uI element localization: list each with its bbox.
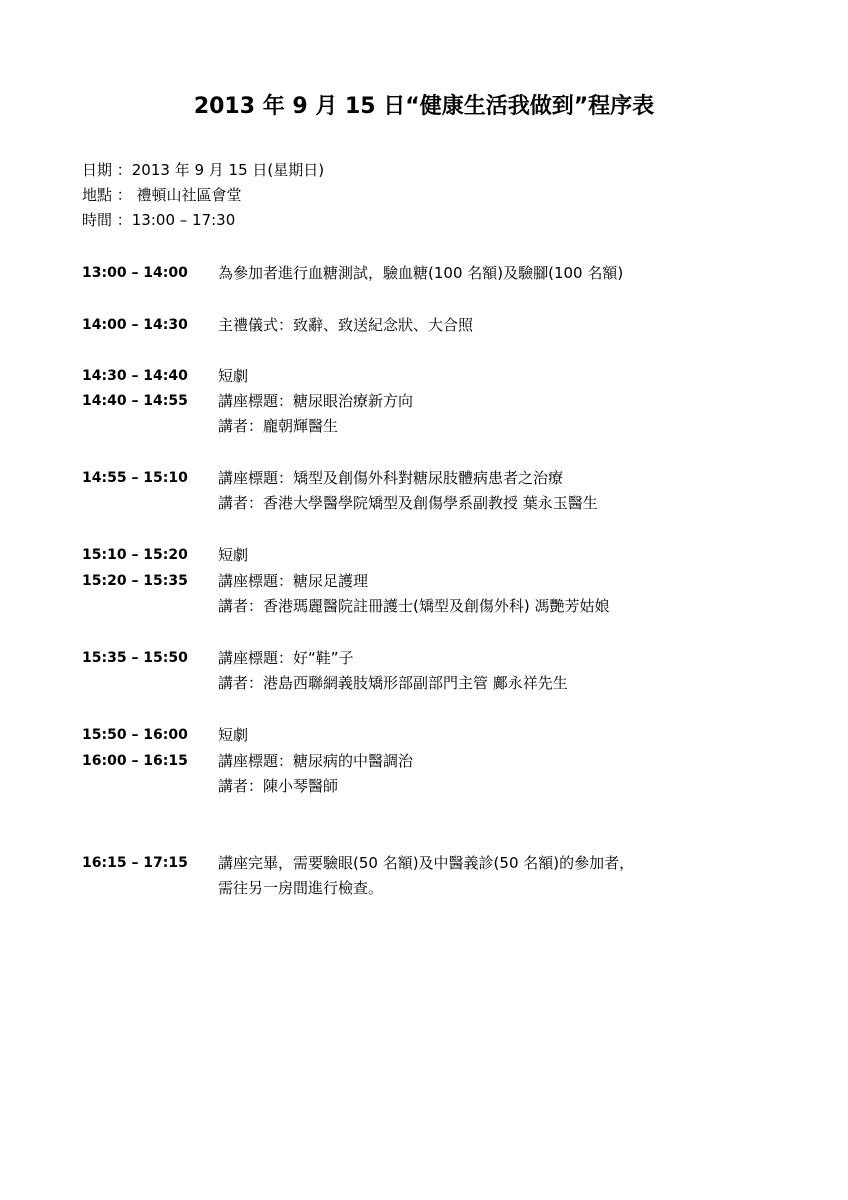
schedule-line: 講座標題：矯型及創傷外科對糖尿肢體病患者之治療 — [218, 469, 564, 487]
schedule-description — [218, 723, 248, 748]
event-info — [82, 158, 324, 233]
schedule-line: 講座標題：糖尿病的中醫調治 — [218, 752, 414, 770]
page-title: 2013 年 9 月 15 日“健康生活我做到”程序表 — [193, 94, 655, 119]
schedule-line: 主禮儀式：致辭、致送紀念狀、大合照 — [218, 316, 474, 334]
schedule-description — [218, 569, 609, 619]
schedule-description — [218, 261, 623, 286]
schedule-time: 15:20 – 15:35 — [82, 573, 188, 589]
schedule-time: 13:00 – 14:00 — [82, 265, 188, 281]
event-place: 地點 ： 禮頓山社區會堂 — [82, 186, 242, 204]
schedule-description — [218, 646, 568, 696]
event-date: 日期 ：2013 年 9 月 15 日(星期日) — [82, 161, 325, 179]
event-time: 時間 ：13:00 – 17:30 — [82, 211, 236, 229]
schedule-description — [218, 851, 634, 901]
schedule-description — [218, 543, 248, 568]
schedule-time: 16:15 – 17:15 — [82, 855, 188, 871]
schedule-line: 短劇 — [218, 367, 249, 385]
schedule-line: 講者：香港大學醫學院矯型及創傷學系副教授 葉永玉醫生 — [218, 494, 598, 512]
schedule-time: 15:50 – 16:00 — [82, 727, 188, 743]
schedule-time: 14:40 – 14:55 — [82, 393, 188, 409]
schedule-description — [218, 749, 413, 799]
schedule-line: 講者：香港瑪麗醫院註冊護士(矯型及創傷外科) 馮艷芳姑娘 — [218, 597, 610, 615]
schedule-line: 講者：港島西聯網義肢矯形部副部門主管 鄺永祥先生 — [218, 674, 568, 692]
schedule-line: 講者：龐朝輝醫生 — [218, 417, 339, 435]
schedule-line: 短劇 — [218, 726, 249, 744]
schedule-time: 16:00 – 16:15 — [82, 753, 188, 769]
schedule-time: 14:00 – 14:30 — [82, 317, 188, 333]
schedule-description — [218, 389, 413, 439]
schedule-line: 講座標題：糖尿眼治療新方向 — [218, 392, 414, 410]
schedule-time: 15:10 – 15:20 — [82, 547, 188, 563]
schedule-time: 15:35 – 15:50 — [82, 650, 188, 666]
schedule-description — [218, 313, 473, 338]
schedule-line: 講座完畢，需要驗眼(50 名額)及中醫義診(50 名額)的參加者， — [218, 854, 635, 872]
schedule-line: 講座標題：糖尿足護理 — [218, 572, 369, 590]
schedule-time: 14:30 – 14:40 — [82, 368, 188, 384]
schedule-line: 為參加者進行血糖測試，驗血糖(100 名額)及驗腳(100 名額) — [218, 264, 624, 282]
schedule-line: 講者：陳小琴醫師 — [218, 777, 339, 795]
schedule-description — [218, 466, 598, 516]
schedule-time: 14:55 – 15:10 — [82, 470, 188, 486]
schedule-line: 需往另一房間進行檢查。 — [218, 879, 384, 897]
schedule-line: 短劇 — [218, 546, 249, 564]
schedule-line: 講座標題：好“鞋”子 — [218, 649, 354, 667]
schedule-description — [218, 364, 248, 389]
